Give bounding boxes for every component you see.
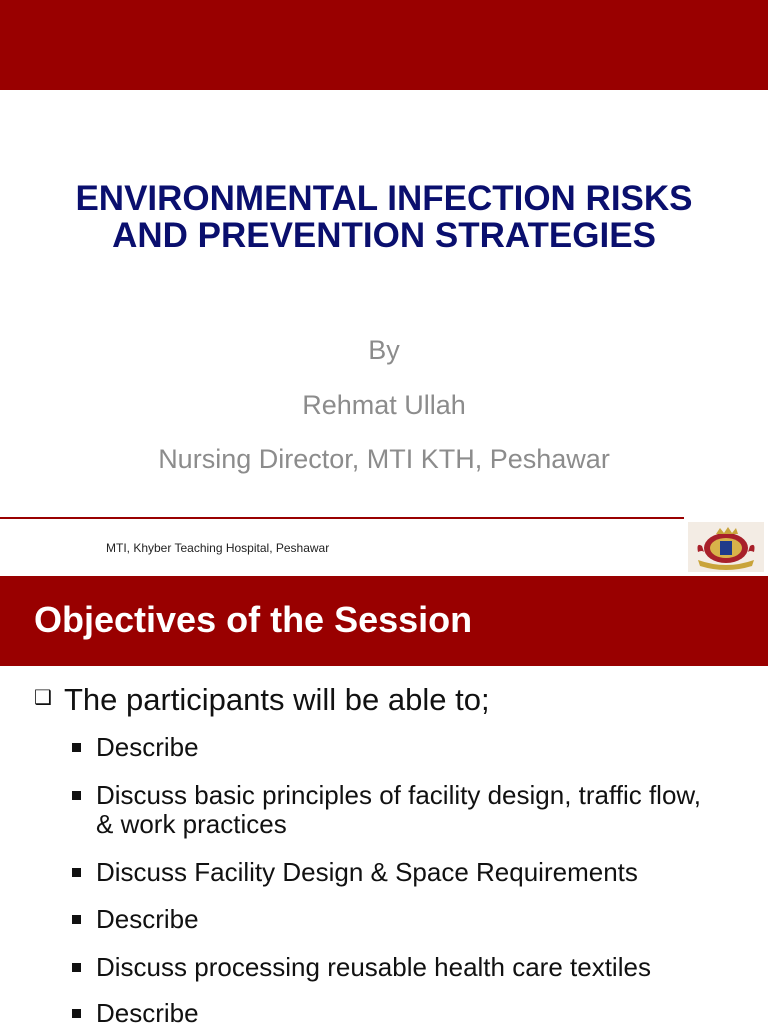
list-item: Describe xyxy=(70,905,710,934)
lead-text: The participants will be able to; xyxy=(63,682,490,717)
author-role: Nursing Director, MTI KTH, Peshawar xyxy=(158,444,610,474)
slide-title: Objectives of the Session xyxy=(34,599,473,640)
checkbox-bullet-icon: ❑ xyxy=(34,687,52,709)
square-bullet-icon xyxy=(72,915,81,924)
square-bullet-icon xyxy=(72,743,81,752)
square-bullet-icon xyxy=(72,963,81,972)
list-item: Discuss basic principles of facility design, traffic flow, & work practices xyxy=(70,781,710,839)
list-item: Describe xyxy=(70,999,710,1024)
author-name: Rehmat Ullah xyxy=(302,390,466,420)
lead-bullet-line xyxy=(34,680,490,718)
presentation-title: ENVIRONMENTAL INFECTION RISKS AND PREVENTION STRATEGIES xyxy=(75,179,693,255)
list-item: Discuss Facility Design & Space Requirements xyxy=(70,858,710,887)
hospital-crest-icon xyxy=(688,522,764,572)
objectives-slide xyxy=(0,576,768,1024)
square-bullet-icon xyxy=(72,791,81,800)
square-bullet-icon xyxy=(72,868,81,877)
footer-institution: MTI, Khyber Teaching Hospital, Peshawar xyxy=(106,541,330,555)
list-item: Discuss processing reusable health care textiles xyxy=(70,953,710,982)
list-item: Describe xyxy=(70,733,710,762)
square-bullet-icon xyxy=(72,1009,81,1018)
footer-divider xyxy=(0,517,684,519)
by-label: By xyxy=(368,335,400,365)
top-banner xyxy=(0,0,768,90)
slide-header-bar xyxy=(0,576,768,666)
